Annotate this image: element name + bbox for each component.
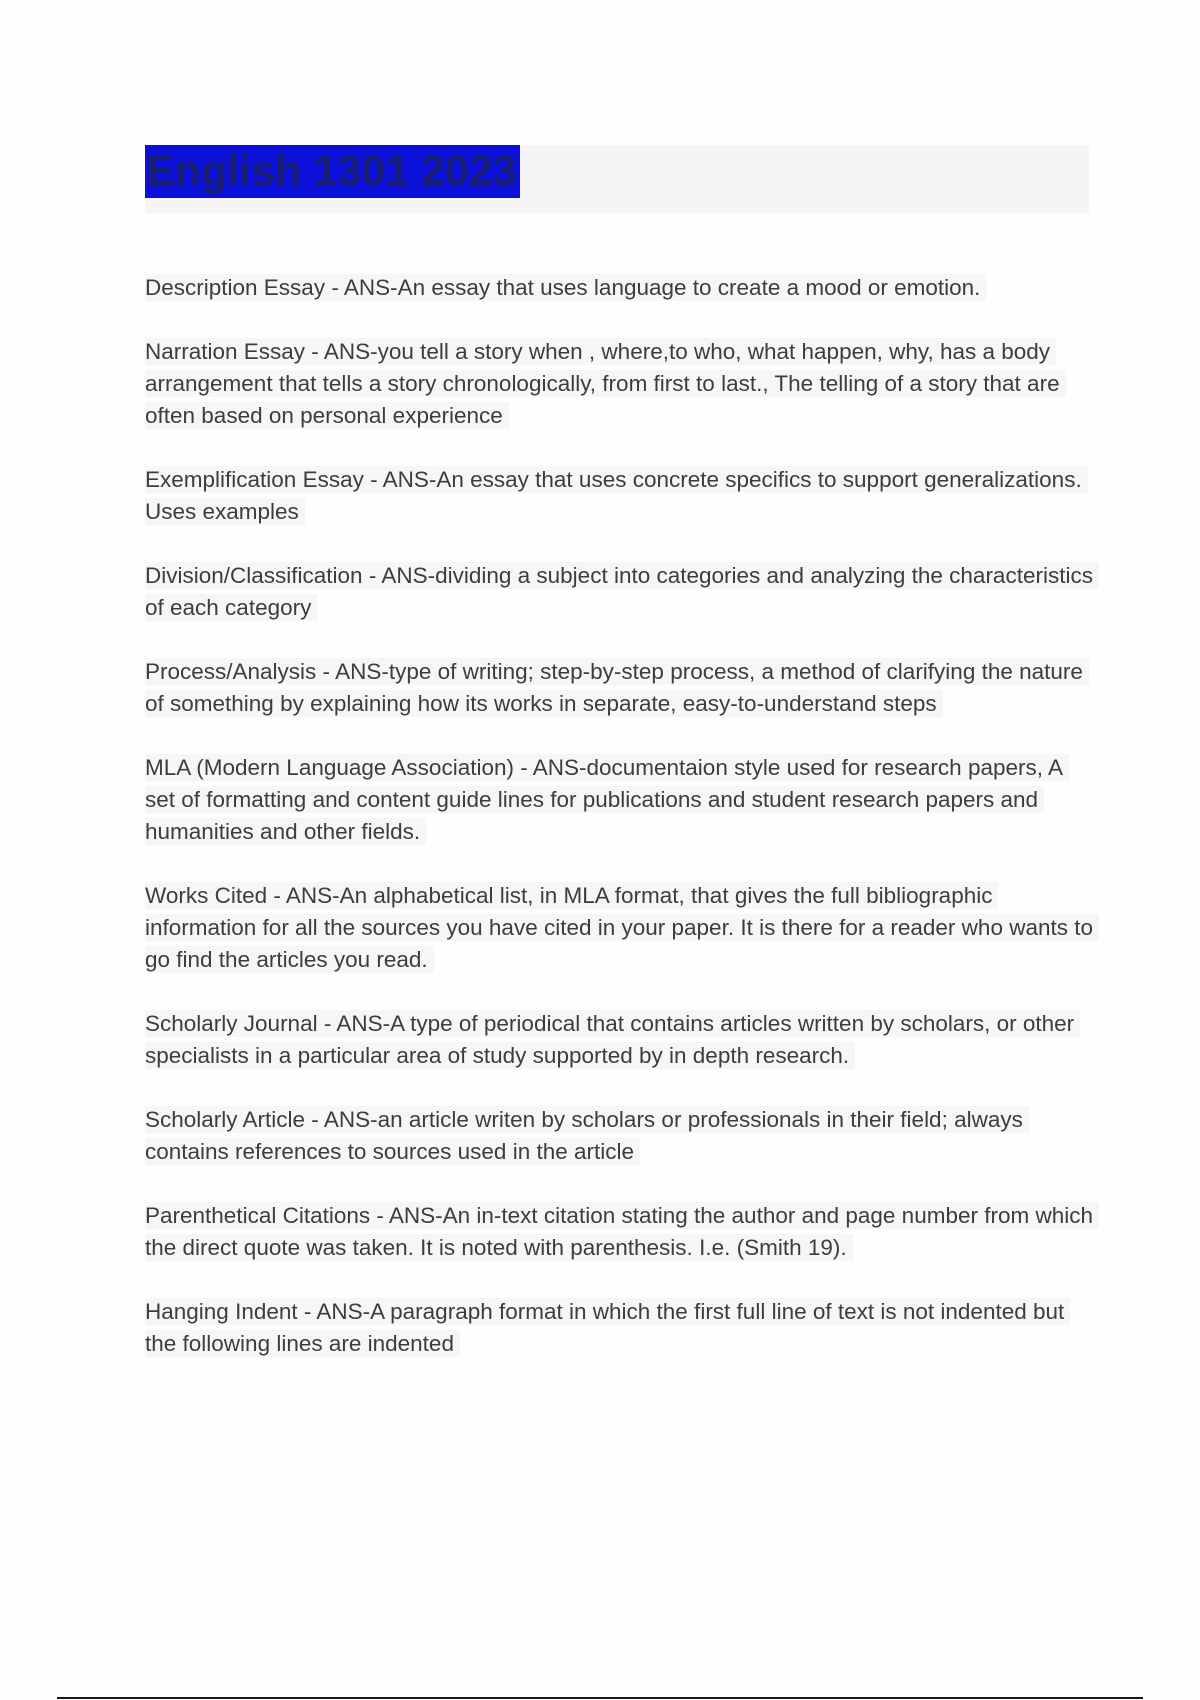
list-item	[145, 272, 1095, 304]
list-item	[145, 880, 1095, 976]
page-divider	[57, 1697, 1143, 1699]
entry-text: Exemplification Essay - ANS-An essay that uses concrete specifics to support generalizations. Uses examples	[145, 466, 1088, 525]
entry-text: MLA (Modern Language Association) - ANS-documentaion style used for research papers, A set of formatting and content guide lines for publications and student research papers and humanities and other fields.	[145, 754, 1069, 845]
list-item	[145, 464, 1095, 528]
entry-text: Process/Analysis - ANS-type of writing; step-by-step process, a method of clarifying the nature of something by explaining how its works in separate, easy-to-understand steps	[145, 658, 1089, 717]
entry-list	[145, 272, 1095, 1392]
entry-text: Works Cited - ANS-An alphabetical list, in MLA format, that gives the full bibliographic information for all the sources you have cited in your paper. It is there for a reader who wants to go find the articles you read.	[145, 882, 1099, 973]
entry-text: Division/Classification - ANS-dividing a subject into categories and analyzing the characteristics of each category	[145, 562, 1099, 621]
list-item	[145, 752, 1095, 848]
list-item	[145, 560, 1095, 624]
entry-text: Scholarly Article - ANS-an article writen by scholars or professionals in their field; always contains references to sources used in the article	[145, 1106, 1029, 1165]
list-item	[145, 1008, 1095, 1072]
entry-text: Description Essay - ANS-An essay that uses language to create a mood or emotion.	[145, 274, 986, 301]
entry-text: Parenthetical Citations - ANS-An in-text citation stating the author and page number from which the direct quote was taken. It is noted with parenthesis. I.e. (Smith 19).	[145, 1202, 1099, 1261]
list-item	[145, 1104, 1095, 1168]
page-title: English 1301 2023	[145, 145, 520, 198]
list-item	[145, 1200, 1095, 1264]
entry-text: Scholarly Journal - ANS-A type of periodical that contains articles written by scholars, or other specialists in a particular area of study supported by in depth research.	[145, 1010, 1080, 1069]
entry-text: Hanging Indent - ANS-A paragraph format in which the first full line of text is not indented but the following lines are indented	[145, 1298, 1070, 1357]
entry-text: Narration Essay - ANS-you tell a story when , where,to who, what happen, why, has a body arrangement that tells a story chronologically, from first to last., The telling of a story that are often based on personal experience	[145, 338, 1066, 429]
list-item	[145, 336, 1095, 432]
list-item	[145, 656, 1095, 720]
list-item	[145, 1296, 1095, 1360]
